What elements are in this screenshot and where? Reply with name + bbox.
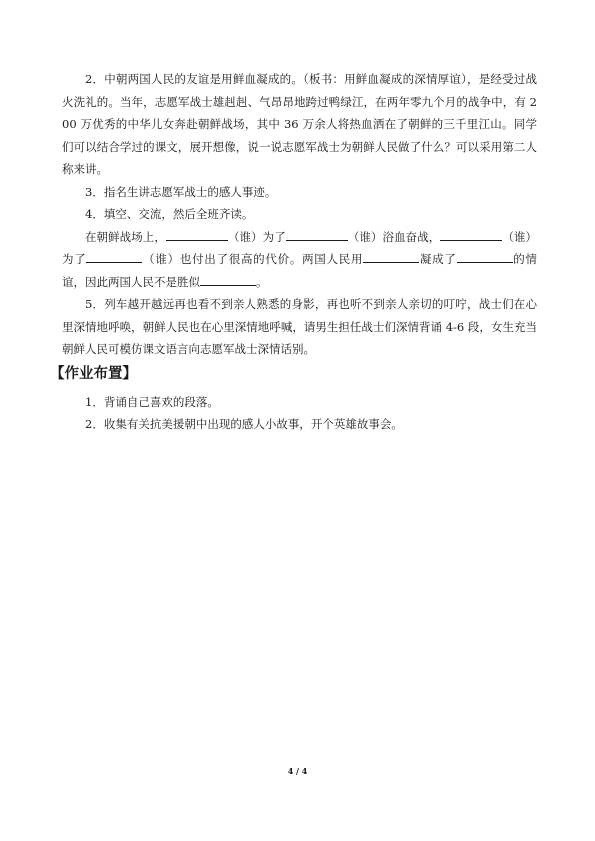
fill-text: （谁）为了 (227, 229, 286, 244)
step-4-paragraph: 4．填空、交流，然后全班齐读。 (85, 207, 254, 221)
fill-blank[interactable] (440, 227, 502, 241)
fill-text: 的情 (512, 252, 538, 266)
fill-blank[interactable] (200, 272, 256, 286)
fill-blank[interactable] (363, 249, 419, 263)
step-3-paragraph: 3．指名生讲志愿军战士的感人事迹。 (85, 184, 277, 199)
fill-blank[interactable] (286, 227, 348, 241)
fill-in-blank-exercise (62, 226, 537, 294)
homework-item-2: 2．收集有关抗美援朝中出现的感人小故事，开个英雄故事会。 (85, 417, 403, 431)
page-number: 4 / 4 (287, 766, 308, 776)
homework-heading: 【作业布置】 (50, 365, 137, 382)
homework-item-1: 1．背诵自己喜欢的段落。 (85, 394, 219, 409)
step-2-paragraph: 2．中朝两国人民的友谊是用鲜血凝成的。（板书：用鲜血凝成的深情厚谊），是经受过战火洗礼的。当年，志愿军战士雄赳赳、气昂昂地跨过鸭绿江，在两年零九个月的战争中，有 200 万优秀的中华儿女奔赴朝鲜战场，其中 36 万余人将热血洒在了朝鲜的三千里江山。同学们可以结合学过的课文，展开想像，说一说志愿军战士为朝鲜人民做了什么？可以采用第二人称来讲。 (62, 72, 537, 176)
fill-text: 在朝鲜战场上， (85, 229, 166, 244)
fill-blank[interactable] (86, 249, 142, 263)
fill-blank[interactable] (457, 249, 513, 263)
fill-blank[interactable] (166, 227, 228, 241)
fill-text: 。 (256, 274, 268, 289)
fill-text: 为了 (62, 252, 87, 266)
fill-text: （谁）也付出了很高的代价。两国人民用 (142, 252, 364, 266)
step-5-paragraph: 5．列车越开越远再也看不到亲人熟悉的身影，再也听不到亲人亲切的叮咛，战士们在心里深情地呼唤，朝鲜人民也在心里深情地呼喊，请男生担任战士们深情背诵 4-6 段，女生充当朝鲜人民可模仿课文语言向志愿军战士深情话别。 (62, 297, 537, 356)
fill-text: （谁） (502, 229, 538, 244)
fill-text: 谊，因此两国人民不是胜似 (62, 274, 200, 289)
fill-text: 凝成了 (419, 252, 457, 266)
document-body (50, 68, 538, 436)
fill-text: （谁）浴血奋战， (347, 229, 441, 244)
